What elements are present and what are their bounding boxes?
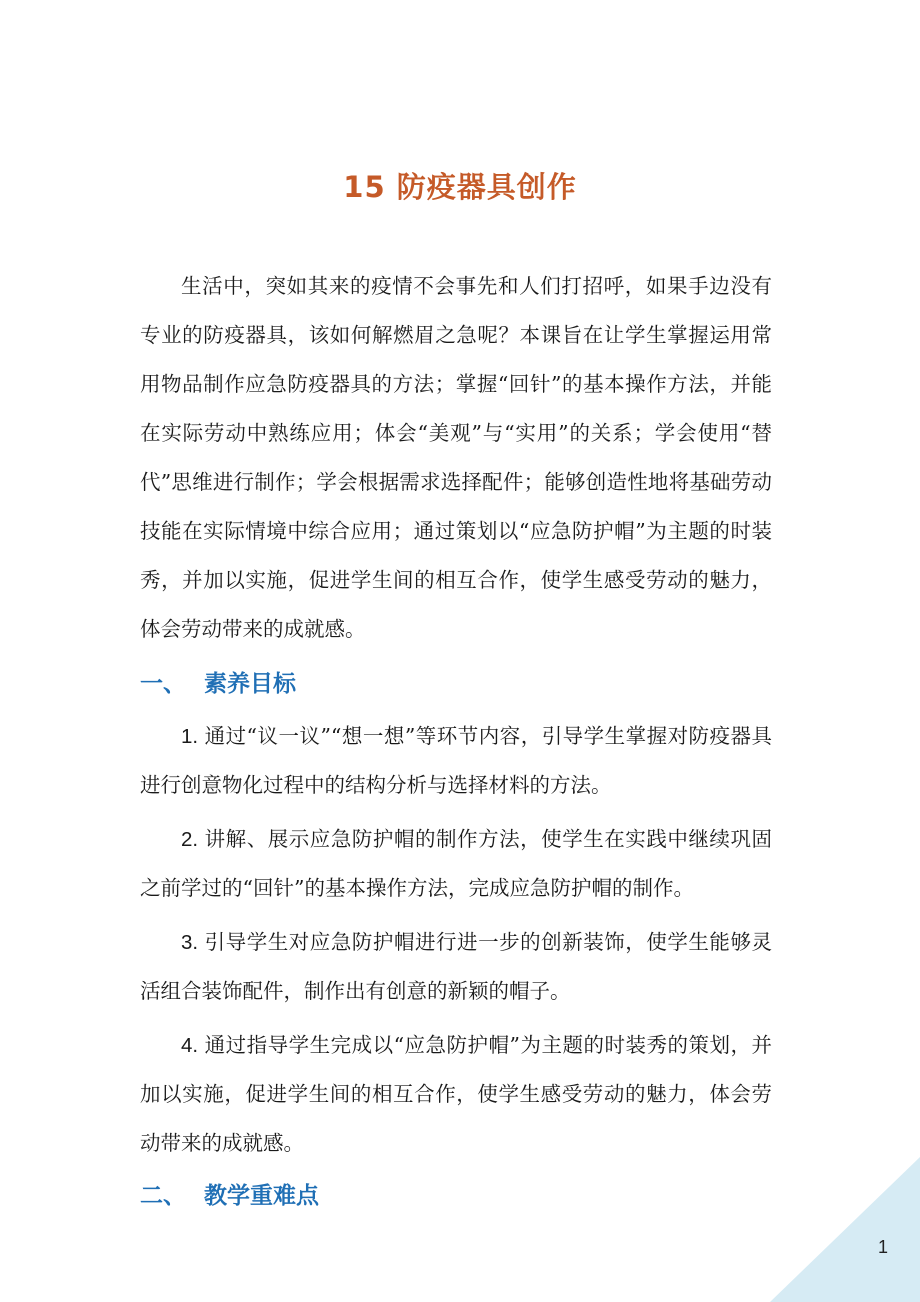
goal-number: 4. (181, 1034, 199, 1057)
section-title: 素养目标 (204, 671, 296, 697)
goal-text: 引导学生对应急防护帽进行进一步的创新装饰，使学生能够灵活组合装饰配件，制作出有创意的新颖的帽子。 (140, 930, 772, 1003)
corner-decoration (770, 1157, 920, 1302)
section-number: 一、 (140, 671, 186, 697)
section-heading-goals (140, 658, 772, 710)
goal-number: 2. (181, 828, 199, 851)
goal-number: 1. (181, 725, 199, 748)
goal-text: 通过“议一议”“想一想”等环节内容，引导学生掌握对防疫器具进行创意物化过程中的结构分析与选择材料的方法。 (140, 724, 772, 797)
goal-text: 讲解、展示应急防护帽的制作方法，使学生在实践中继续巩固之前学过的“回针”的基本操作方法，完成应急防护帽的制作。 (140, 827, 772, 900)
section-goals (140, 658, 772, 1168)
goal-number: 3. (181, 931, 199, 954)
goal-item (140, 1021, 772, 1168)
page-number: 1 (877, 1237, 888, 1257)
section-number: 二、 (140, 1183, 186, 1209)
document-body (140, 262, 772, 1222)
document-title: 15 防疫器具创作 (343, 170, 577, 204)
corner-triangle (770, 1157, 920, 1302)
goal-item (140, 712, 772, 810)
goal-text: 通过指导学生完成以“应急防护帽”为主题的时装秀的策划，并加以实施，促进学生间的相互合作，使学生感受劳动的魅力，体会劳动带来的成就感。 (140, 1033, 772, 1155)
section-title: 教学重难点 (204, 1183, 319, 1209)
section-heading-key-points (140, 1170, 772, 1222)
goal-item (140, 918, 772, 1016)
goal-item (140, 815, 772, 913)
intro-paragraph: 生活中，突如其来的疫情不会事先和人们打招呼，如果手边没有专业的防疫器具，该如何解燃眉之急呢？本课旨在让学生掌握运用常用物品制作应急防疫器具的方法；掌握“回针”的基本操作方法，并能在实际劳动中熟练应用；体会“美观”与“实用”的关系；学会使用“替代”思维进行制作；学会根据需求选择配件；能够创造性地将基础劳动技能在实际情境中综合应用；通过策划以“应急防护帽”为主题的时装秀，并加以实施，促进学生间的相互合作，使学生感受劳动的魅力，体会劳动带来的成就感。 (140, 274, 772, 641)
